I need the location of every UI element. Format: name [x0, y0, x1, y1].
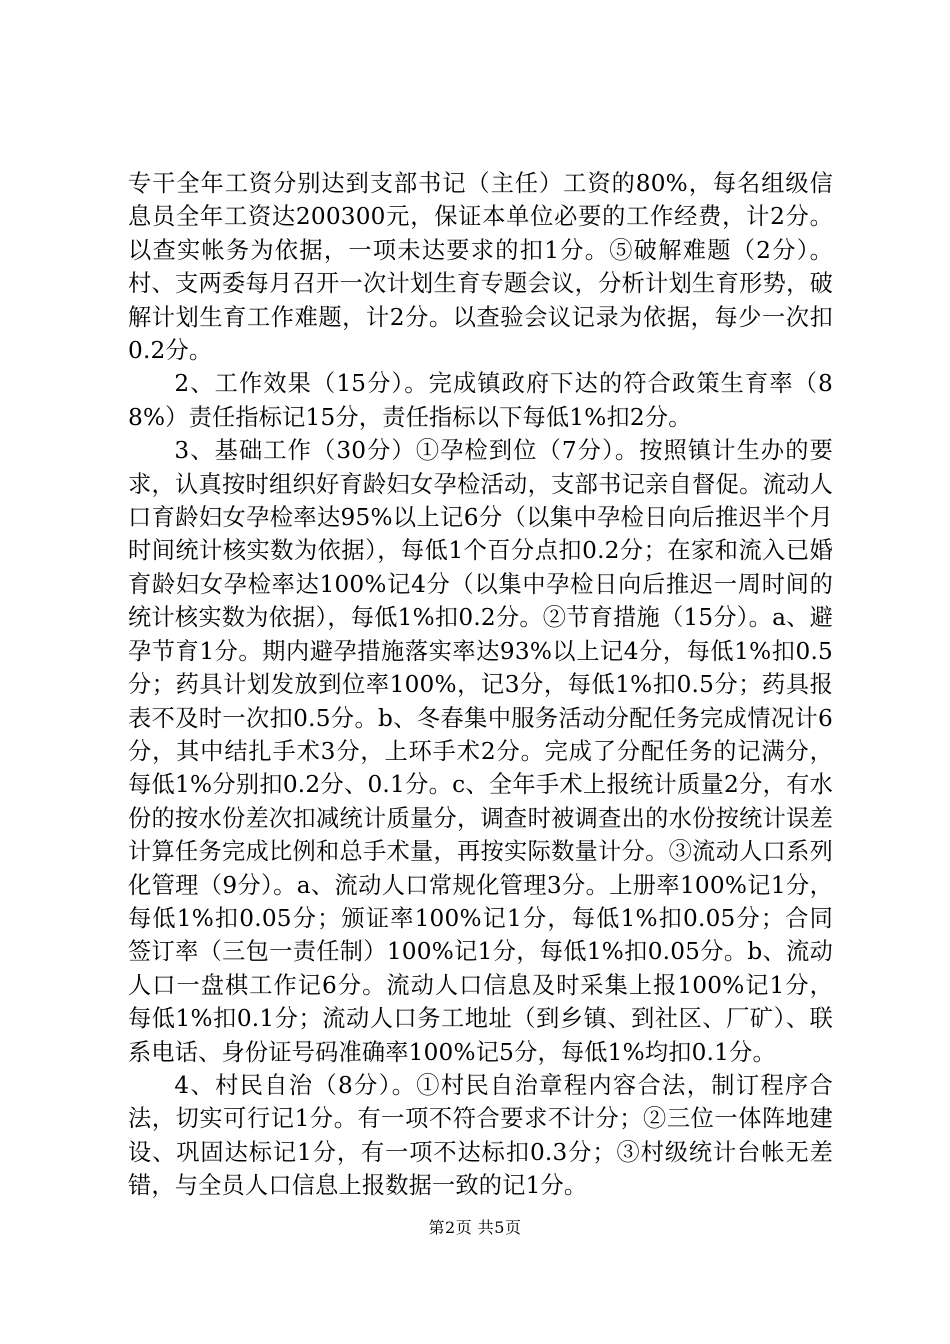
document-body [128, 167, 833, 1203]
page-number-label: 第2页 共5页 [428, 1218, 522, 1237]
page-footer [0, 1218, 950, 1238]
paragraph-4: 4、村民自治（8分）。①村民自治章程内容合法，制订程序合法，切实可行记1分。有一项不符合要求不计分；②三位一体阵地建设、巩固达标记1分，有一项不达标扣0.3分；③村级统计台帐无差错，与全员人口信息上报数据一致的记1分。 [128, 1071, 833, 1200]
paragraph-3: 3、基础工作（30分）①孕检到位（7分）。按照镇计生办的要求，认真按时组织好育龄妇女孕检活动，支部书记亲自督促。流动人口育龄妇女孕检率达95%以上记6分（以集中孕检日向后推迟半个月时间统计核实数为依据），每低1个百分点扣0.2分；在家和流入已婚育龄妇女孕检率达100%记4分（以集中孕检日向后推迟一周时间的统计核实数为依据），每低1%扣0.2分。②节育措施（15分）。a、避孕节育1分。期内避孕措施落实率达93%以上记4分，每低1%扣0.5分；药具计划发放到位率100%，记3分，每低1%扣0.5分；药具报表不及时一次扣0.5分。b、冬春集中服务活动分配任务完成情况计6分，其中结扎手术3分，上环手术2分。完成了分配任务的记满分，每低1%分别扣0.2分、0.1分。c、全年手术上报统计质量2分，有水份的按水份差次扣减统计质量分，调查时被调查出的水份按统计误差计算任务完成比例和总手术量，再按实际数量计分。③流动人口系列化管理（9分）。a、流动人口常规化管理3分。上册率100%记1分，每低1%扣0.05分；颁证率100%记1分，每低1%扣0.05分；合同签订率（三包一责任制）100%记1分，每低1%扣0.05分。b、流动人口一盘棋工作记6分。流动人口信息及时采集上报100%记1分，每低1%扣0.1分；流动人口务工地址（到乡镇、到社区、厂矿）、联系电话、身份证号码准确率100%记5分，每低1%均扣0.1分。 [128, 437, 833, 1066]
paragraph-1: 专干全年工资分别达到支部书记（主任）工资的80%，每名组级信息员全年工资达200300元，保证本单位必要的工作经费，计2分。以查实帐务为依据，一项未达要求的扣1分。⑤破解难题（2分）。村、支两委每月召开一次计划生育专题会议，分析计划生育形势，破解计划生育工作难题，计2分。以查验会议记录为依据，每少一次扣0.2分。 [128, 170, 833, 365]
paragraph-2: 2、工作效果（15分）。完成镇政府下达的符合政策生育率（88%）责任指标记15分，责任指标以下每低1%扣2分。 [128, 370, 833, 431]
